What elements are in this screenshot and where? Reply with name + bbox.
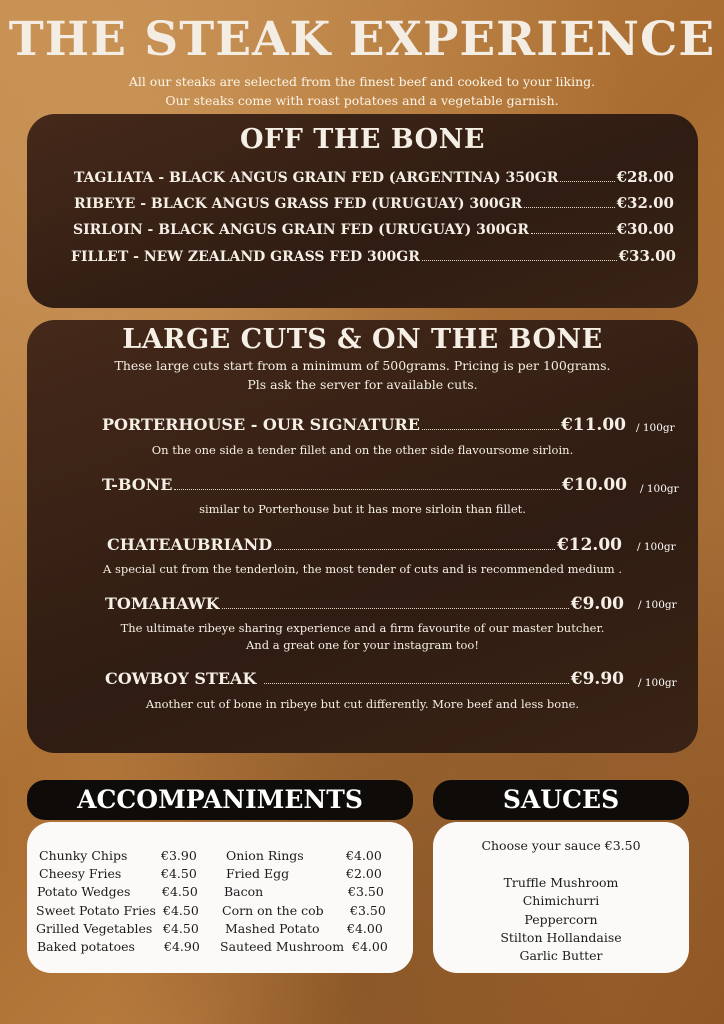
side-price: €4.00 <box>352 939 388 954</box>
dot-leader <box>531 233 615 234</box>
cut-name: COWBOY STEAK <box>105 669 257 688</box>
sauce-intro: Choose your sauce €3.50 <box>481 838 641 853</box>
cut-price: €11.00 <box>560 415 626 435</box>
cut-price: €12.00 <box>556 535 622 555</box>
accompaniments-header: ACCOMPANIMENTS <box>27 780 413 820</box>
cut-price: €9.00 <box>570 594 624 614</box>
cut-row-porterhouse <box>102 415 626 435</box>
side-name: Grilled Vegetables <box>36 921 153 936</box>
side-name: Chunky Chips <box>39 848 128 863</box>
steak-price: €30.00 <box>616 220 674 238</box>
steak-price: €33.00 <box>618 247 676 265</box>
cut-description: similar to Porterhouse but it has more sirloin than fillet. <box>199 502 526 516</box>
steak-name: TAGLIATA - BLACK ANGUS GRAIN FED (ARGENTINA) 350GR <box>74 170 559 186</box>
sauce-item: Truffle Mushroom <box>503 875 619 890</box>
cut-name: T-BONE <box>102 475 173 494</box>
steak-name: FILLET - NEW ZEALAND GRASS FED 300GR <box>71 249 420 265</box>
sauce-item: Garlic Butter <box>519 948 603 963</box>
cut-description: The ultimate ribeye sharing experience and a firm favourite of our master butcher. <box>120 621 605 635</box>
dot-leader <box>422 260 617 261</box>
cut-row-tbone <box>102 475 627 495</box>
steak-row <box>74 194 674 212</box>
cut-unit: / 100gr <box>637 541 676 553</box>
sauce-item: Chimichurri <box>522 893 600 908</box>
cut-row-chateaubriand <box>107 535 622 555</box>
large-cuts-title: LARGE CUTS & ON THE BONE <box>122 324 603 355</box>
cut-unit: / 100gr <box>640 483 679 495</box>
side-price: €4.00 <box>346 848 382 863</box>
dot-leader <box>174 489 559 490</box>
side-price: €4.50 <box>162 884 198 899</box>
cut-name: PORTERHOUSE - OUR SIGNATURE <box>102 415 420 434</box>
steak-row <box>73 220 674 238</box>
cut-description-2: And a great one for your instagram too! <box>246 638 479 652</box>
menu-title: THE STEAK EXPERIENCE <box>8 12 716 67</box>
cut-row-tomahawk <box>105 594 624 614</box>
side-name: Bacon <box>224 884 264 899</box>
side-price: €2.00 <box>346 866 382 881</box>
cut-price: €9.90 <box>570 669 624 689</box>
intro-line-1: All our steaks are selected from the finest beef and cooked to your liking. <box>128 74 596 89</box>
side-name: Potato Wedges <box>37 884 131 899</box>
side-price: €4.50 <box>161 866 197 881</box>
side-name: Sweet Potato Fries <box>36 903 156 918</box>
cut-row-cowboy <box>105 669 624 689</box>
sauces-header: SAUCES <box>433 780 689 820</box>
side-name: Cheesy Fries <box>39 866 122 881</box>
cut-unit: / 100gr <box>636 422 675 434</box>
side-name: Baked potatoes <box>37 939 135 954</box>
steak-name: SIRLOIN - BLACK ANGUS GRAIN FED (URUGUAY) 300GR <box>73 222 529 238</box>
sauce-item: Stilton Hollandaise <box>500 930 622 945</box>
side-price: €3.50 <box>350 903 386 918</box>
side-name: Corn on the cob <box>222 903 324 918</box>
cut-description: Another cut of bone in ribeye but cut differently. More beef and less bone. <box>145 697 580 711</box>
steak-name: RIBEYE - BLACK ANGUS GRASS FED (URUGUAY) 300GR <box>74 196 523 212</box>
cut-unit: / 100gr <box>638 599 677 611</box>
side-price: €3.90 <box>161 848 197 863</box>
off-the-bone-title: OFF THE BONE <box>240 124 485 155</box>
dot-leader <box>222 608 569 609</box>
menu-intro <box>0 72 724 110</box>
dot-leader <box>264 683 568 684</box>
sauce-item: Peppercorn <box>524 912 598 927</box>
dot-leader <box>524 207 614 208</box>
off-the-bone-panel <box>27 114 698 308</box>
cut-name: TOMAHAWK <box>105 594 220 613</box>
sauces-box <box>433 822 689 973</box>
steak-price: €28.00 <box>616 168 674 186</box>
side-name: Sauteed Mushroom <box>220 939 345 954</box>
side-price: €4.50 <box>163 903 199 918</box>
side-price: €4.50 <box>163 921 199 936</box>
cut-description: On the one side a tender fillet and on the other side flavoursome sirloin. <box>151 443 574 457</box>
side-name: Mashed Potato <box>225 921 320 936</box>
cut-name: CHATEAUBRIAND <box>107 535 273 554</box>
side-price: €4.00 <box>347 921 383 936</box>
dot-leader <box>560 181 614 182</box>
side-price: €4.90 <box>164 939 200 954</box>
dot-leader <box>422 429 559 430</box>
large-cuts-note-1: These large cuts start from a minimum of 500grams. Pricing is per 100grams. <box>114 358 611 373</box>
steak-row <box>74 168 674 186</box>
cut-price: €10.00 <box>561 475 627 495</box>
steak-row <box>71 247 676 265</box>
steak-price: €32.00 <box>616 194 674 212</box>
cut-description: A special cut from the tenderloin, the most tender of cuts and is recommended medium . <box>103 562 622 576</box>
large-cuts-note-2: Pls ask the server for available cuts. <box>247 377 478 392</box>
intro-line-2: Our steaks come with roast potatoes and a vegetable garnish. <box>165 93 559 108</box>
side-name: Onion Rings <box>226 848 304 863</box>
side-name: Fried Egg <box>226 866 290 881</box>
cut-unit: / 100gr <box>638 677 677 689</box>
side-price: €3.50 <box>348 884 384 899</box>
dot-leader <box>274 549 555 550</box>
